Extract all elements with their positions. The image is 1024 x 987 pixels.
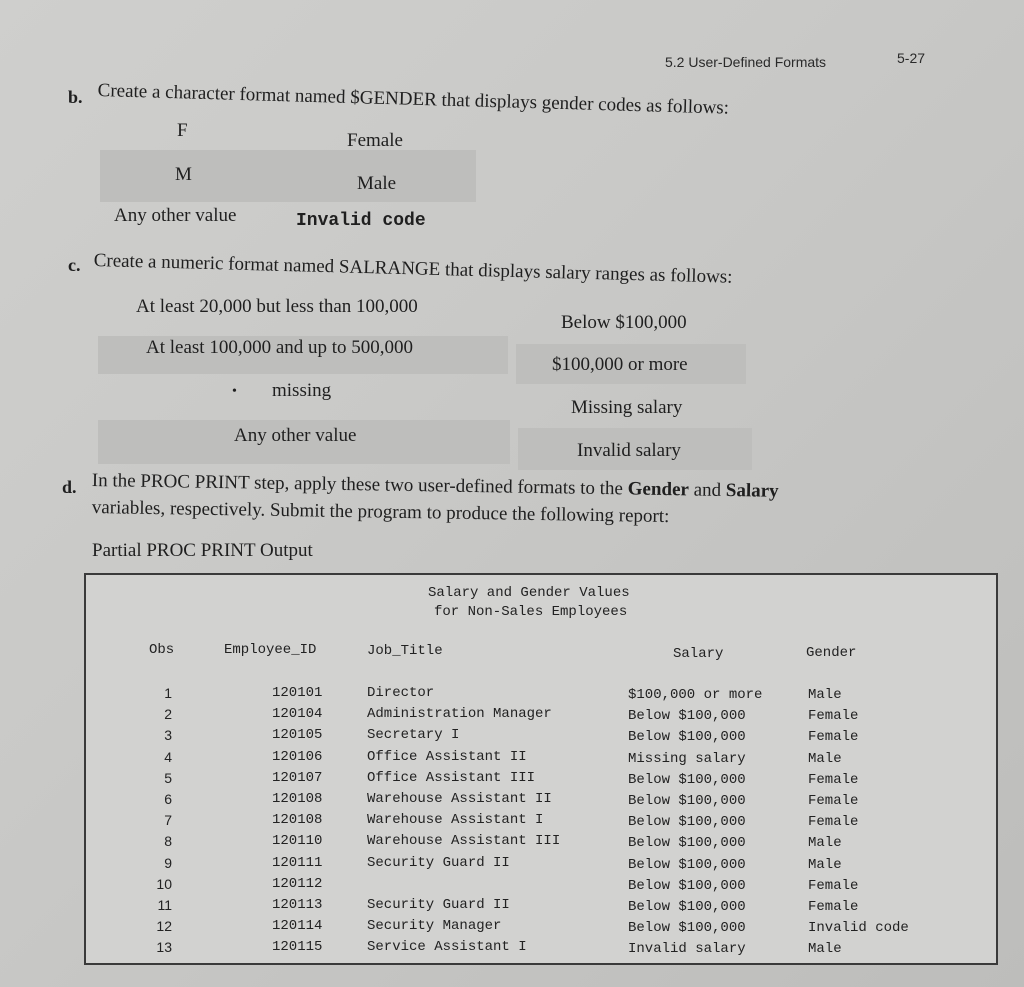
cell-employee-id: 120110	[272, 833, 323, 850]
cell-gender: Invalid code	[808, 920, 909, 937]
cell-obs: 12	[156, 918, 172, 935]
item-d-line1-c: and	[688, 479, 727, 501]
item-d-salary-word: Salary	[725, 479, 779, 502]
cell-job-title: Security Manager	[367, 918, 502, 935]
cell-gender: Female	[808, 771, 859, 788]
cell-salary: Below $100,000	[628, 835, 746, 852]
cell-job-title: Service Assistant I	[367, 939, 527, 956]
cell-job-title: Warehouse Assistant III	[367, 833, 561, 850]
col-header-employee-id: Employee_ID	[224, 642, 317, 658]
proc-print-output	[84, 573, 998, 965]
salary-label-1: Below $100,000	[561, 312, 687, 333]
cell-employee-id: 120111	[272, 854, 323, 871]
cell-gender: Female	[808, 814, 859, 831]
gender-value-f: F	[177, 120, 188, 141]
cell-salary: Missing salary	[628, 750, 746, 767]
cell-gender: Male	[808, 687, 842, 703]
cell-obs: 4	[164, 748, 172, 765]
cell-job-title: Warehouse Assistant I	[367, 812, 544, 829]
item-b-text: Create a character format named $GENDER that displays gender codes as follows:	[97, 80, 730, 119]
item-d-letter: d.	[62, 477, 77, 497]
cell-job-title: Security Guard II	[367, 854, 510, 871]
cell-obs: 2	[164, 706, 172, 723]
cell-obs: 11	[157, 897, 172, 913]
cell-job-title: Security Guard II	[367, 897, 510, 913]
item-c-text: Create a numeric format named SALRANGE that displays salary ranges as follows:	[93, 250, 733, 288]
cell-obs: 6	[164, 791, 172, 807]
col-header-obs: Obs	[149, 642, 175, 658]
cell-obs: 5	[164, 769, 172, 786]
cell-obs: 10	[156, 875, 172, 892]
col-header-salary: Salary	[673, 646, 724, 662]
cell-job-title: Administration Manager	[367, 706, 552, 723]
cell-employee-id: 120108	[272, 791, 323, 807]
salary-range-2: At least 100,000 and up to 500,000	[146, 337, 414, 358]
item-d-line1-a: In the PROC PRINT step, apply these two user-defined formats to the	[91, 470, 628, 500]
salary-label-2: $100,000 or more	[552, 354, 688, 375]
salary-label-3: Missing salary	[571, 397, 683, 418]
gender-value-other: Any other value	[114, 205, 237, 226]
cell-employee-id: 120114	[272, 918, 323, 935]
cell-gender: Male	[808, 835, 842, 852]
cell-job-title: Secretary I	[367, 727, 460, 744]
cell-employee-id: 120105	[272, 727, 323, 744]
page-number: 5-27	[897, 50, 926, 66]
cell-gender: Female	[808, 729, 859, 746]
cell-employee-id: 120101	[272, 685, 323, 701]
cell-employee-id: 120107	[272, 769, 323, 786]
cell-salary: Below $100,000	[628, 814, 746, 831]
cell-employee-id: 120104	[272, 706, 323, 723]
cell-salary: Below $100,000	[628, 899, 746, 915]
cell-salary: Below $100,000	[628, 729, 746, 746]
cell-gender: Female	[808, 708, 859, 725]
col-header-job-title: Job_Title	[367, 643, 443, 659]
cell-salary: Below $100,000	[628, 877, 746, 894]
shade-row-male	[100, 150, 476, 202]
cell-salary: $100,000 or more	[628, 687, 763, 703]
item-b-letter: b.	[68, 87, 83, 107]
gender-label-female: Female	[347, 130, 403, 151]
cell-gender: Female	[808, 793, 859, 809]
cell-employee-id: 120106	[272, 748, 323, 765]
salary-label-4: Invalid salary	[577, 440, 681, 461]
cell-salary: Below $100,000	[628, 793, 746, 809]
cell-obs: 13	[156, 939, 172, 956]
report-title-1: Salary and Gender Values	[428, 585, 630, 601]
cell-obs: 7	[164, 812, 172, 829]
report-title-2: for Non-Sales Employees	[434, 604, 628, 620]
cell-obs: 8	[164, 833, 172, 850]
gender-label-male: Male	[357, 173, 397, 194]
section-header: 5.2 User-Defined Formats	[665, 54, 827, 70]
cell-gender: Female	[808, 877, 859, 894]
cell-employee-id: 120115	[272, 939, 323, 956]
salary-range-3: missing	[272, 380, 332, 401]
item-c-letter: c.	[68, 255, 81, 275]
cell-job-title: Office Assistant II	[367, 748, 527, 765]
gender-value-m: M	[175, 164, 192, 185]
cell-employee-id: 120113	[272, 897, 323, 913]
output-label: Partial PROC PRINT Output	[92, 540, 313, 561]
salary-range-1: At least 20,000 but less than 100,000	[136, 296, 418, 317]
item-d-gender-word: Gender	[627, 478, 690, 501]
cell-salary: Below $100,000	[628, 920, 746, 937]
cell-gender: Male	[808, 941, 842, 958]
gender-label-invalid: Invalid code	[296, 211, 426, 231]
cell-salary: Below $100,000	[628, 708, 746, 725]
cell-job-title: Director	[367, 685, 435, 701]
item-d-line2: variables, respectively. Submit the program to produce the following report:	[91, 497, 670, 528]
cell-gender: Female	[808, 899, 859, 915]
cell-obs: 3	[164, 727, 172, 744]
cell-salary: Invalid salary	[628, 941, 746, 958]
col-header-gender: Gender	[806, 645, 857, 661]
cell-gender: Male	[808, 750, 842, 767]
cell-gender: Male	[808, 856, 842, 873]
cell-employee-id: 120112	[272, 875, 323, 892]
cell-obs: 9	[164, 854, 172, 871]
cell-salary: Below $100,000	[628, 771, 746, 788]
cell-job-title: Office Assistant III	[367, 769, 536, 786]
cell-obs: 1	[164, 685, 172, 701]
cell-employee-id: 120108	[272, 812, 323, 829]
cell-salary: Below $100,000	[628, 856, 746, 873]
missing-dot: •	[232, 384, 237, 399]
cell-job-title: Warehouse Assistant II	[367, 791, 552, 807]
salary-range-4: Any other value	[234, 425, 357, 446]
